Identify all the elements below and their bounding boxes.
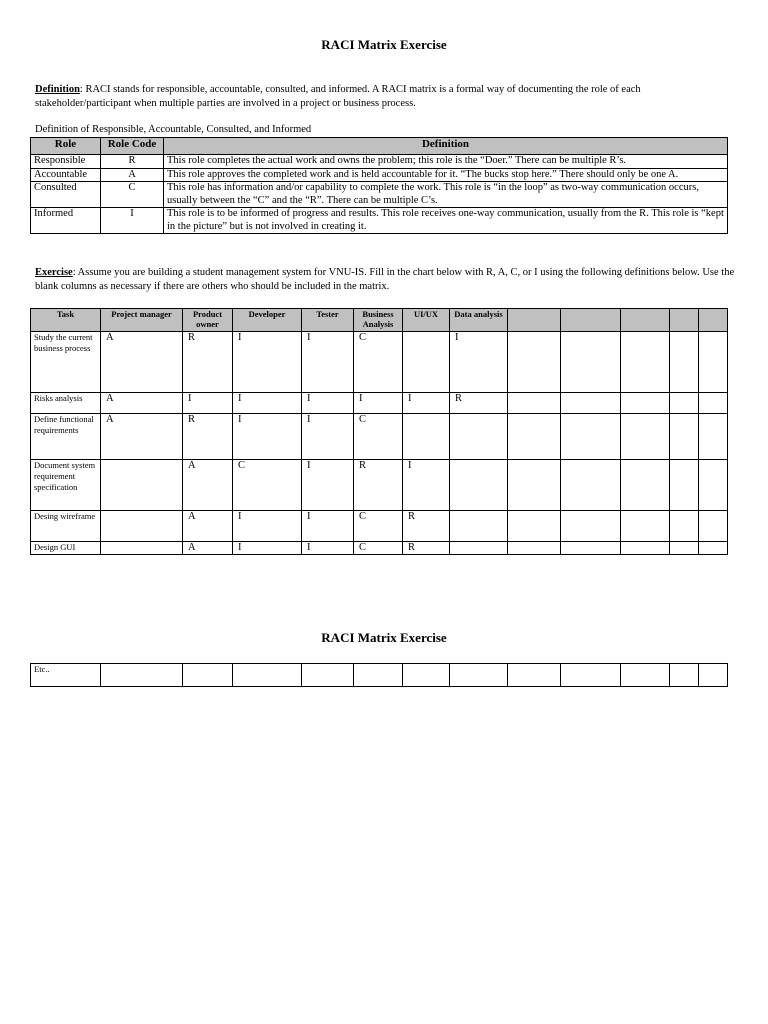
matrix-header-task: Task — [31, 309, 101, 332]
matrix-raci-cell[interactable]: R — [450, 393, 508, 414]
second-title: RACI Matrix Exercise — [321, 630, 447, 645]
matrix-raci-cell[interactable] — [508, 332, 561, 393]
matrix-raci-cell[interactable] — [699, 460, 728, 511]
role-row-informed — [31, 208, 728, 234]
matrix-row — [31, 332, 728, 393]
matrix-raci-cell[interactable]: A — [101, 393, 183, 414]
matrix-task-cell: Document system requirement specification — [31, 460, 101, 511]
role-row-consulted — [31, 182, 728, 208]
matrix-raci-cell[interactable]: I — [302, 332, 354, 393]
header-definition: Definition — [164, 138, 728, 155]
matrix-header-role: Product owner — [183, 309, 233, 332]
role-definition: This role is to be informed of progress and results. This role receives one-way communication, usually from the R. This role is “kept in the picture” but is not involved in creating it. — [164, 208, 728, 234]
matrix-row — [31, 393, 728, 414]
definition-text: : RACI stands for responsible, accountable, consulted, and informed. A RACI matrix is a formal way of documenting the role of each stakeholder/participant when multiple parties are involved in a project or business process. — [35, 84, 641, 109]
etc-raci-cell[interactable] — [403, 664, 450, 687]
definition-paragraph — [35, 83, 735, 110]
matrix-raci-cell[interactable] — [561, 460, 621, 511]
matrix-header-role: Project manager — [101, 309, 183, 332]
role-definition: This role completes the actual work and owns the problem; this role is the “Doer.” There can be multiple R’s. — [164, 155, 728, 169]
matrix-raci-cell[interactable] — [450, 414, 508, 460]
etc-raci-cell[interactable] — [699, 664, 728, 687]
matrix-raci-cell[interactable]: I — [450, 332, 508, 393]
etc-raci-cell[interactable] — [183, 664, 233, 687]
matrix-raci-cell[interactable]: A — [101, 414, 183, 460]
matrix-raci-cell[interactable] — [450, 460, 508, 511]
matrix-row — [31, 511, 728, 542]
matrix-raci-cell[interactable] — [561, 393, 621, 414]
etc-raci-cell[interactable] — [354, 664, 403, 687]
exercise-paragraph — [35, 266, 735, 293]
role-row-responsible — [31, 155, 728, 169]
matrix-raci-cell[interactable]: I — [183, 393, 233, 414]
matrix-raci-cell[interactable] — [403, 332, 450, 393]
etc-task-cell: Etc.. — [31, 664, 101, 687]
matrix-raci-cell[interactable]: I — [233, 393, 302, 414]
matrix-raci-cell[interactable]: R — [354, 460, 403, 511]
matrix-raci-cell[interactable] — [670, 414, 699, 460]
matrix-row — [31, 460, 728, 511]
matrix-row — [31, 542, 728, 555]
header-role-code: Role Code — [101, 138, 164, 155]
matrix-header-role — [699, 309, 728, 332]
matrix-raci-cell[interactable]: A — [183, 460, 233, 511]
matrix-raci-cell[interactable]: I — [302, 393, 354, 414]
etc-row — [31, 664, 728, 687]
matrix-raci-cell[interactable]: A — [101, 332, 183, 393]
matrix-task-cell: Study the current business process — [31, 332, 101, 393]
matrix-task-cell: Define functional requirements — [31, 414, 101, 460]
exercise-text: : Assume you are building a student management system for VNU-IS. Fill in the chart below with R, A, C, or I using the following definitions below. Use the blank columns as necessary if there are others who should be included in the matrix. — [35, 267, 735, 292]
matrix-header-role — [561, 309, 621, 332]
etc-raci-cell[interactable] — [561, 664, 621, 687]
raci-extra-table — [30, 663, 728, 687]
matrix-header-role: Data analysis — [450, 309, 508, 332]
matrix-raci-cell[interactable] — [621, 414, 670, 460]
matrix-raci-cell[interactable] — [670, 511, 699, 542]
etc-raci-cell[interactable] — [621, 664, 670, 687]
matrix-header-role: Business Analysis — [354, 309, 403, 332]
matrix-raci-cell[interactable] — [101, 460, 183, 511]
matrix-header-role: Developer — [233, 309, 302, 332]
matrix-raci-cell[interactable] — [699, 393, 728, 414]
etc-raci-cell[interactable] — [233, 664, 302, 687]
matrix-raci-cell[interactable] — [450, 542, 508, 555]
matrix-header-role — [508, 309, 561, 332]
matrix-raci-cell[interactable] — [561, 542, 621, 555]
matrix-header-role — [670, 309, 699, 332]
matrix-raci-cell[interactable]: R — [183, 332, 233, 393]
role-code: A — [101, 168, 164, 182]
matrix-raci-cell[interactable]: R — [403, 511, 450, 542]
etc-raci-cell[interactable] — [670, 664, 699, 687]
role-definition-table — [30, 137, 728, 234]
role-name: Informed — [31, 208, 101, 234]
matrix-raci-cell[interactable]: I — [233, 414, 302, 460]
matrix-raci-cell[interactable]: C — [354, 542, 403, 555]
matrix-raci-cell[interactable] — [403, 414, 450, 460]
header-role: Role — [31, 138, 101, 155]
matrix-raci-cell[interactable]: C — [354, 414, 403, 460]
matrix-raci-cell[interactable]: C — [233, 460, 302, 511]
role-definition: This role approves the completed work and is held accountable for it. “The bucks stop here.” There should only be one A. — [164, 168, 728, 182]
matrix-raci-cell[interactable] — [670, 542, 699, 555]
matrix-raci-cell[interactable] — [621, 511, 670, 542]
etc-raci-cell[interactable] — [302, 664, 354, 687]
matrix-raci-cell[interactable]: A — [183, 511, 233, 542]
role-code: R — [101, 155, 164, 169]
matrix-row — [31, 414, 728, 460]
matrix-raci-cell[interactable] — [508, 511, 561, 542]
matrix-raci-cell[interactable] — [101, 542, 183, 555]
role-name: Responsible — [31, 155, 101, 169]
matrix-raci-cell[interactable] — [561, 332, 621, 393]
matrix-raci-cell[interactable]: I — [233, 511, 302, 542]
matrix-raci-cell[interactable] — [699, 511, 728, 542]
matrix-raci-cell[interactable]: I — [233, 542, 302, 555]
matrix-raci-cell[interactable] — [450, 511, 508, 542]
role-definition: This role has information and/or capability to complete the work. This role is “in the loop” as two-way communication occurs, usually between the “C” and the “R”. There can be multiple C’s. — [164, 182, 728, 208]
matrix-task-cell: Design GUI — [31, 542, 101, 555]
matrix-raci-cell[interactable] — [508, 414, 561, 460]
matrix-raci-cell[interactable]: A — [183, 542, 233, 555]
matrix-raci-cell[interactable] — [508, 542, 561, 555]
matrix-raci-cell[interactable]: I — [403, 393, 450, 414]
role-code: I — [101, 208, 164, 234]
matrix-task-cell: Risks analysis — [31, 393, 101, 414]
matrix-raci-cell[interactable] — [621, 460, 670, 511]
matrix-raci-cell[interactable]: R — [403, 542, 450, 555]
matrix-raci-cell[interactable]: C — [354, 332, 403, 393]
matrix-raci-cell[interactable]: I — [302, 460, 354, 511]
matrix-raci-cell[interactable]: I — [302, 511, 354, 542]
matrix-raci-cell[interactable] — [508, 393, 561, 414]
matrix-header-role: Tester — [302, 309, 354, 332]
role-table-caption: Definition of Responsible, Accountable, Consulted, and Informed — [35, 124, 312, 135]
etc-raci-cell[interactable] — [508, 664, 561, 687]
matrix-raci-cell[interactable] — [621, 332, 670, 393]
matrix-header-role — [621, 309, 670, 332]
page-title: RACI Matrix Exercise — [321, 37, 447, 52]
role-name: Consulted — [31, 182, 101, 208]
matrix-raci-cell[interactable] — [508, 460, 561, 511]
matrix-task-cell: Desing wireframe — [31, 511, 101, 542]
matrix-raci-cell[interactable]: C — [354, 511, 403, 542]
matrix-raci-cell[interactable] — [621, 542, 670, 555]
etc-raci-cell[interactable] — [101, 664, 183, 687]
role-code: C — [101, 182, 164, 208]
role-row-accountable — [31, 168, 728, 182]
definition-label: Definition — [35, 84, 80, 95]
matrix-raci-cell[interactable]: I — [302, 414, 354, 460]
matrix-raci-cell[interactable] — [699, 414, 728, 460]
etc-raci-cell[interactable] — [450, 664, 508, 687]
matrix-raci-cell[interactable]: I — [302, 542, 354, 555]
matrix-raci-cell[interactable] — [561, 414, 621, 460]
matrix-raci-cell[interactable]: I — [354, 393, 403, 414]
matrix-raci-cell[interactable] — [699, 332, 728, 393]
matrix-header-role: UI/UX — [403, 309, 450, 332]
matrix-raci-cell[interactable]: I — [233, 332, 302, 393]
role-table-header-row — [31, 138, 728, 155]
matrix-raci-cell[interactable] — [621, 393, 670, 414]
exercise-label: Exercise — [35, 267, 73, 278]
raci-matrix-table — [30, 308, 728, 555]
matrix-raci-cell[interactable] — [670, 460, 699, 511]
matrix-raci-cell[interactable] — [101, 511, 183, 542]
matrix-raci-cell[interactable] — [670, 393, 699, 414]
matrix-raci-cell[interactable] — [699, 542, 728, 555]
role-name: Accountable — [31, 168, 101, 182]
matrix-raci-cell[interactable]: R — [183, 414, 233, 460]
matrix-raci-cell[interactable]: I — [403, 460, 450, 511]
matrix-raci-cell[interactable] — [561, 511, 621, 542]
matrix-header-row — [31, 309, 728, 332]
matrix-raci-cell[interactable] — [670, 332, 699, 393]
